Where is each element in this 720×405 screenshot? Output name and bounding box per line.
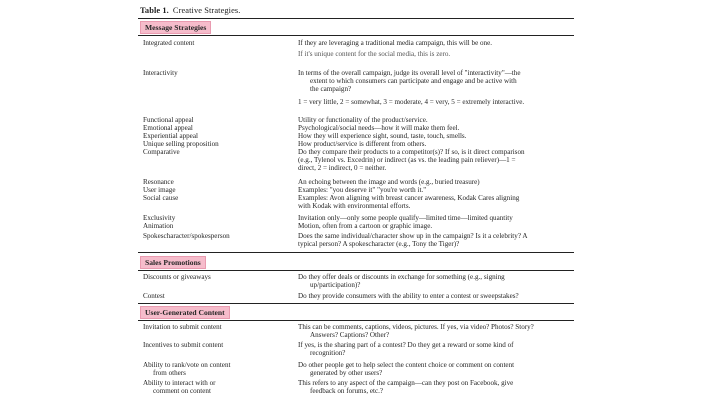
term-line: Ability to rank/vote on content — [143, 361, 231, 369]
term-interactivity: Interactivity — [143, 69, 178, 77]
section-rule — [138, 320, 574, 321]
def-line: If they are leveraging a traditional media campaign, this will be one. — [298, 39, 493, 47]
term-exclusivity: Exclusivity — [143, 214, 176, 222]
term-integrated-content: Integrated content — [143, 39, 195, 47]
term-experiential-appeal: Experiential appeal — [143, 132, 198, 140]
def-line: Do they compare their products to a competitor(s)? If so, is it direct comparison — [298, 148, 525, 156]
def-unique-selling-proposition: How product/service is different from others. — [298, 140, 427, 148]
term-line: Ability to interact with or — [143, 379, 216, 387]
def-rank-vote — [298, 362, 514, 378]
def-line: This can be comments, captions, videos, pictures. If yes, via video? Photos? Story? — [298, 323, 534, 331]
def-comparative — [298, 149, 525, 172]
term-contest: Contest — [143, 292, 165, 300]
term-incentives: Incentives to submit content — [143, 341, 224, 349]
def-social-cause — [298, 195, 519, 211]
def-line: the campaign? — [310, 84, 352, 93]
def-line: with Kodak with environmental efforts. — [298, 201, 411, 210]
def-line: typical person? A spokescharacter (e.g., Tony the Tiger)? — [298, 239, 460, 248]
def-line: recognition? — [310, 348, 346, 357]
def-line: Do they offer deals or discounts in exchange for something (e.g., signing — [298, 273, 505, 281]
section-rule — [138, 252, 574, 253]
term-emotional-appeal: Emotional appeal — [143, 124, 193, 132]
def-interactivity — [298, 70, 520, 93]
def-line: Does the same individual/character show up in the campaign? Is it a celebrity? A — [298, 232, 528, 240]
def-exclusivity: Invitation only—only some people qualify—limited time—limited quantity — [298, 214, 513, 222]
term-unique-selling-proposition: Unique selling proposition — [143, 140, 219, 148]
section-message-strategies: Message Strategies — [140, 21, 211, 34]
section-sales-promotions: Sales Promotions — [140, 256, 206, 269]
top-rule — [138, 18, 574, 19]
def-line: up/participation)? — [310, 280, 361, 289]
table-number: Table 1. — [140, 6, 169, 15]
term-discounts: Discounts or giveaways — [143, 273, 211, 281]
def-spokescharacter — [298, 233, 527, 249]
term-spokescharacter: Spokescharacter/spokesperson — [143, 232, 230, 240]
def-discounts — [298, 274, 505, 290]
header-rule — [138, 35, 574, 36]
def-resonance: An echoing between the image and words (e.g., buried treasure) — [298, 178, 480, 186]
def-line: If yes, is the sharing part of a contest? Do they get a reward or some kind of — [298, 341, 514, 349]
def-line: In terms of the overall campaign, judge its overall level of "interactivity"—the — [298, 69, 521, 77]
term-resonance: Resonance — [143, 178, 174, 186]
def-line: generated by other users? — [310, 368, 383, 377]
def-interactivity-scale: 1 = very little, 2 = somewhat, 3 = moderate, 4 = very, 5 = extremely interactive. — [298, 98, 525, 106]
term-user-image: User image — [143, 186, 176, 194]
term-comparative: Comparative — [143, 148, 180, 156]
term-animation: Animation — [143, 222, 174, 230]
def-incentives — [298, 342, 514, 358]
section-user-generated-content: User-Generated Content — [140, 306, 230, 319]
term-invitation-to-submit: Invitation to submit content — [143, 323, 222, 331]
term-rank-vote — [143, 362, 230, 378]
term-line: from others — [153, 368, 186, 377]
table-caption — [140, 6, 240, 15]
def-contest: Do they provide consumers with the ability to enter a contest or sweepstakes? — [298, 292, 519, 300]
def-line: feedback on forums, etc.? — [310, 386, 384, 395]
section-rule — [138, 270, 574, 271]
def-integrated-content — [298, 40, 492, 48]
def-line: Answers? Captions? Other? — [310, 330, 390, 339]
def-line: (e.g., Tylenol vs. Excedrin) or indirect (as vs. the leading pain reliever)—1 = — [298, 155, 516, 164]
term-interact-comment — [143, 380, 216, 396]
section-rule — [138, 303, 574, 304]
def-user-image: Examples: "you deserve it" "you're worth it." — [298, 186, 427, 194]
term-social-cause: Social cause — [143, 194, 179, 202]
def-invitation-to-submit — [298, 324, 534, 340]
def-interact-comment — [298, 380, 513, 396]
def-animation: Motion, often from a cartoon or graphic image. — [298, 222, 433, 230]
def-line: This refers to any aspect of the campaign—can they post on Facebook, give — [298, 379, 514, 387]
table-title: Creative Strategies. — [172, 6, 241, 15]
def-emotional-appeal: Psychological/social needs—how it will make them feel. — [298, 124, 460, 132]
def-experiential-appeal: How they will experience sight, sound, taste, touch, smells. — [298, 132, 467, 140]
term-line: comment on content — [153, 386, 211, 395]
def-integrated-content-2: If it's unique content for the social media, this is zero. — [298, 50, 451, 58]
term-functional-appeal: Functional appeal — [143, 116, 194, 124]
def-functional-appeal: Utility or functionality of the product/service. — [298, 116, 428, 124]
def-line: Do other people get to help select the content choice or comment on content — [298, 361, 515, 369]
def-line: extent to which consumers can participate and engage and be active with — [310, 76, 517, 85]
def-line: direct, 2 = indirect, 0 = neither. — [298, 163, 387, 172]
def-line: Examples: Avon aligning with breast cancer awareness, Kodak Cares aligning — [298, 194, 520, 202]
